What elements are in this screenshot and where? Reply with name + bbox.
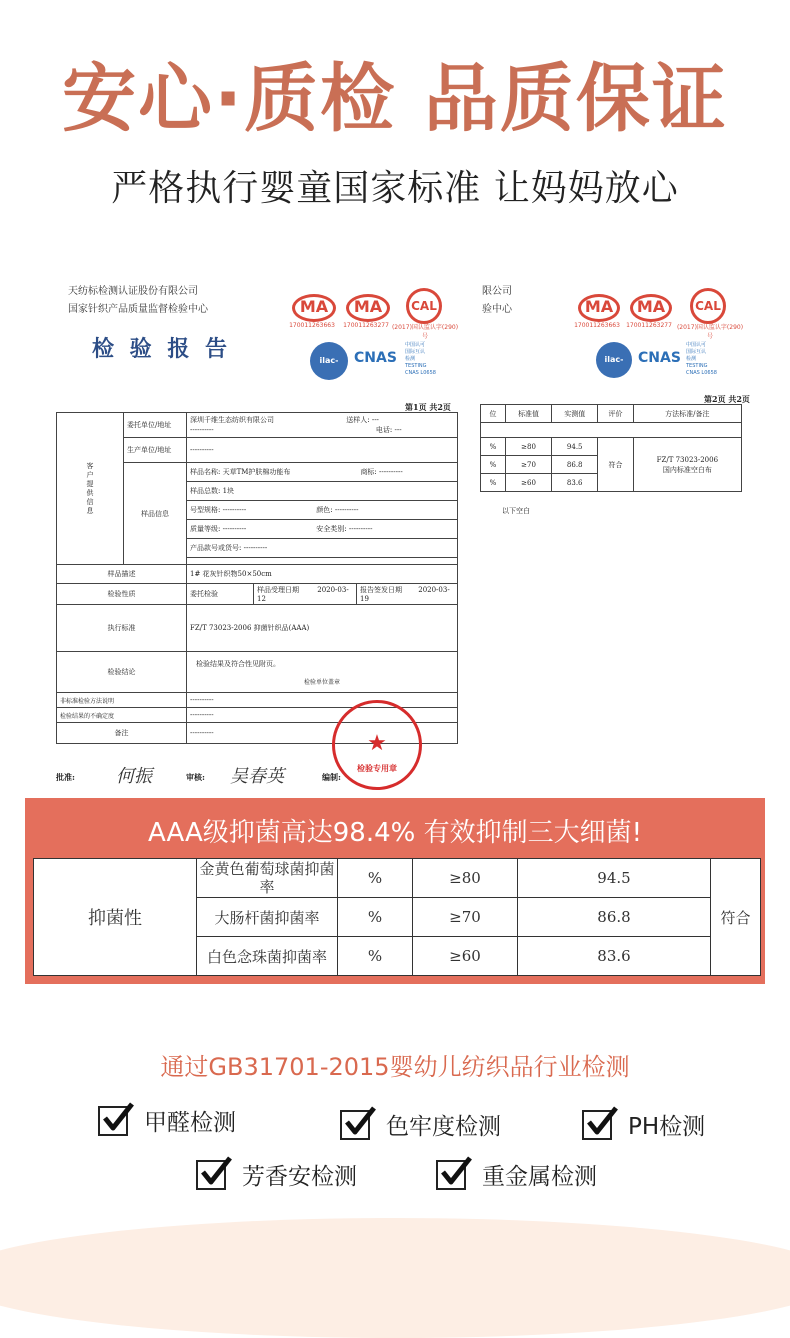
ma-number: 170011263663 <box>574 322 620 329</box>
trademark-value: ---------- <box>379 468 403 476</box>
producer-dashes: ---------- <box>190 446 214 454</box>
check-item <box>582 1108 705 1141</box>
cell: ≥80 <box>506 438 552 456</box>
cell: % <box>481 456 506 474</box>
issue-value: 2020-03-19 <box>360 586 450 603</box>
receive-label: 样品受理日期 <box>257 586 299 594</box>
ilac-mra-logo-icon: ilac-MRA <box>596 342 632 378</box>
check-item <box>98 1104 236 1137</box>
ma-logo-icon: MA <box>578 294 620 322</box>
remark-label: 备注 <box>57 723 187 744</box>
phone-value: --- <box>394 426 402 434</box>
quality-value: ---------- <box>222 525 247 533</box>
conclusion-value: 检验结果及符合性见附页。 <box>196 659 280 668</box>
client-value: 深圳千维生态纺织有限公司 <box>190 416 274 424</box>
category-cell: 抑菌性 <box>34 859 197 976</box>
prepare-label: 编制: <box>322 772 341 782</box>
checkbox-checked-icon <box>436 1160 466 1190</box>
sample-count-label: 样品总数: <box>190 487 221 495</box>
antibacterial-table <box>33 858 761 976</box>
standard-value: FZ/T 73023-2006 抑菌针织品(AAA) <box>187 605 458 652</box>
report2-results-table: 位 标准值 实测值 评价 方法标准/备注 % ≥80 94.5 符合 FZ/T 73023-2006 国内标准空白布 % ≥70 86.8 % ≥60 83.6 <box>480 404 742 492</box>
report-image <box>20 270 770 800</box>
sample-name-label: 样品名称: <box>190 468 221 476</box>
value-cell: 94.5 <box>518 859 711 898</box>
col-header: 实测值 <box>552 405 598 423</box>
blank-note: 以下空白 <box>502 507 530 515</box>
bottom-decoration <box>0 1218 790 1338</box>
official-stamp-icon: ★ 检验专用章 <box>332 700 422 790</box>
cell: 符合 <box>598 438 633 492</box>
item-cell: 金黄色葡萄球菌抑菌率 <box>197 859 338 898</box>
page-number: 第1页 共2页 <box>405 402 451 412</box>
issue-label: 报告签发日期 <box>360 586 402 594</box>
nonstd-label: 非标准检验方法说明 <box>57 693 187 708</box>
checkbox-checked-icon <box>340 1110 370 1140</box>
cnas-logo-icon: CNAS <box>638 350 681 366</box>
check-label: 甲醛检测 <box>144 1110 236 1136</box>
result-cell: 符合 <box>711 859 761 976</box>
model-value: ---------- <box>222 506 247 514</box>
ma-logo-icon: MA <box>292 294 336 322</box>
desc-value: 1# 花灰针织物50×50cm <box>187 565 458 584</box>
cnas-caption: 中国认可 国际互认 检测 TESTING CNAS L0658 <box>405 342 436 376</box>
sample-name-value: 天草TM护肤棉功能布 <box>222 468 291 476</box>
quality-label: 质量等级: <box>190 525 221 533</box>
band-title: AAA级抑菌高达98.4% 有效抑制三大细菌! <box>147 818 643 848</box>
report-title: 检 验 报 告 <box>92 336 231 362</box>
review-label: 审核: <box>186 772 205 782</box>
unit-cell: % <box>338 898 413 937</box>
value-cell: 83.6 <box>518 937 711 976</box>
color-label: 颜色: <box>316 506 333 514</box>
check-item <box>340 1108 501 1141</box>
sender-value: --- <box>371 416 379 424</box>
table-row <box>34 859 761 898</box>
ma-number: 170011263277 <box>626 322 672 329</box>
unit-cell: % <box>338 859 413 898</box>
safety-value: ---------- <box>348 525 373 533</box>
cell: % <box>481 438 506 456</box>
cell: 94.5 <box>552 438 598 456</box>
check-label: PH检测 <box>628 1114 706 1140</box>
item-cell: 大肠杆菌抑菌率 <box>197 898 338 937</box>
seal-note: 检验单位盖章 <box>303 678 340 686</box>
report-org-line1: 天纺标检测认证股份有限公司 <box>68 286 198 297</box>
cell: 83.6 <box>552 474 598 492</box>
ma-logo-icon: MA <box>630 294 672 322</box>
conclusion-label: 检验结论 <box>57 652 187 693</box>
report2-org-line2: 验中心 <box>482 304 512 315</box>
report-table <box>56 412 458 744</box>
sample-info-label: 样品信息 <box>124 463 187 565</box>
trademark-label: 商标: <box>360 468 377 476</box>
checkbox-checked-icon <box>98 1106 128 1136</box>
safety-label: 安全类别: <box>316 525 347 533</box>
cal-logo-icon: CAL <box>406 288 442 324</box>
standard-cell: ≥80 <box>413 859 518 898</box>
col-header: 评价 <box>598 405 633 423</box>
cnas-caption: 中国认可 国际互认 检测 TESTING CNAS L0658 <box>686 342 717 376</box>
approve-label: 批准: <box>56 772 75 782</box>
cell: 86.8 <box>552 456 598 474</box>
approve-signature: 何振 <box>116 766 152 787</box>
nature-label: 检验性质 <box>57 584 187 605</box>
check-item <box>436 1158 597 1191</box>
sender-label: 送样人: <box>346 416 370 424</box>
cell: ≥70 <box>506 456 552 474</box>
batch-value: ---------- <box>243 544 268 552</box>
cell: % <box>481 474 506 492</box>
client-label: 委托单位/地址 <box>124 413 187 438</box>
ilac-mra-logo-icon: ilac-MRA <box>310 342 348 380</box>
cal-logo-icon: CAL <box>690 288 726 324</box>
cell: FZ/T 73023-2006 国内标准空白布 <box>633 438 741 492</box>
table-row <box>481 438 742 456</box>
page-number-2: 第2页 共2页 <box>704 394 750 404</box>
unit-cell: % <box>338 937 413 976</box>
checkbox-checked-icon <box>196 1160 226 1190</box>
model-label: 号型规格: <box>190 506 221 514</box>
stamp-text: 检验专用章 <box>357 764 397 773</box>
cnas-logo-icon: CNAS <box>354 350 397 366</box>
uncert-value: ---------- <box>187 708 458 723</box>
check-item <box>196 1158 357 1191</box>
item-cell: 白色念珠菌抑菌率 <box>197 937 338 976</box>
desc-label: 样品描述 <box>57 565 187 584</box>
check-label: 重金属检测 <box>482 1164 597 1190</box>
ma-logo-icon: MA <box>346 294 390 322</box>
ma-number: 170011263277 <box>343 322 389 329</box>
client-dashes: ---------- <box>190 426 214 434</box>
report-org-line2: 国家针织产品质量监督检验中心 <box>68 304 208 315</box>
checkbox-checked-icon <box>582 1110 612 1140</box>
cell: ≥60 <box>506 474 552 492</box>
producer-label: 生产单位/地址 <box>124 438 187 463</box>
uncert-label: 检验结果的不确定度 <box>57 708 187 723</box>
color-value: ---------- <box>334 506 359 514</box>
receive-value: 2020-03-12 <box>257 586 349 603</box>
ma-number: 170011263663 <box>289 322 335 329</box>
page-title: 安心·质检 品质保证 <box>62 56 728 142</box>
nonstd-value: ---------- <box>187 693 458 708</box>
review-signature: 吴春英 <box>230 766 284 787</box>
nature-value: 委托检验 <box>187 584 254 605</box>
batch-label: 产品款号或货号: <box>190 544 242 552</box>
phone-label: 电话: <box>375 426 393 434</box>
cal-number: (2017)国认监认字(290)号 <box>391 324 459 340</box>
col-header: 方法标准/备注 <box>633 405 741 423</box>
standard-cell: ≥60 <box>413 937 518 976</box>
sample-count-value: 1块 <box>222 487 235 495</box>
report2-org-line1: 限公司 <box>482 286 512 297</box>
col-header: 标准值 <box>506 405 552 423</box>
remark-value: ---------- <box>187 723 458 744</box>
page-subtitle: 严格执行婴童国家标准 让妈妈放心 <box>111 168 679 209</box>
value-cell: 86.8 <box>518 898 711 937</box>
standard-cell: ≥70 <box>413 898 518 937</box>
check-label: 芳香安检测 <box>242 1164 357 1190</box>
standard-label: 执行标准 <box>57 605 187 652</box>
pass-headline: 通过GB31701-2015婴幼儿纺织品行业检测 <box>160 1053 630 1081</box>
check-label: 色牢度检测 <box>386 1114 501 1140</box>
customer-info-label: 客户提供信息 <box>57 413 124 565</box>
cal-number: (2017)国认监认字(290)号 <box>676 324 744 340</box>
